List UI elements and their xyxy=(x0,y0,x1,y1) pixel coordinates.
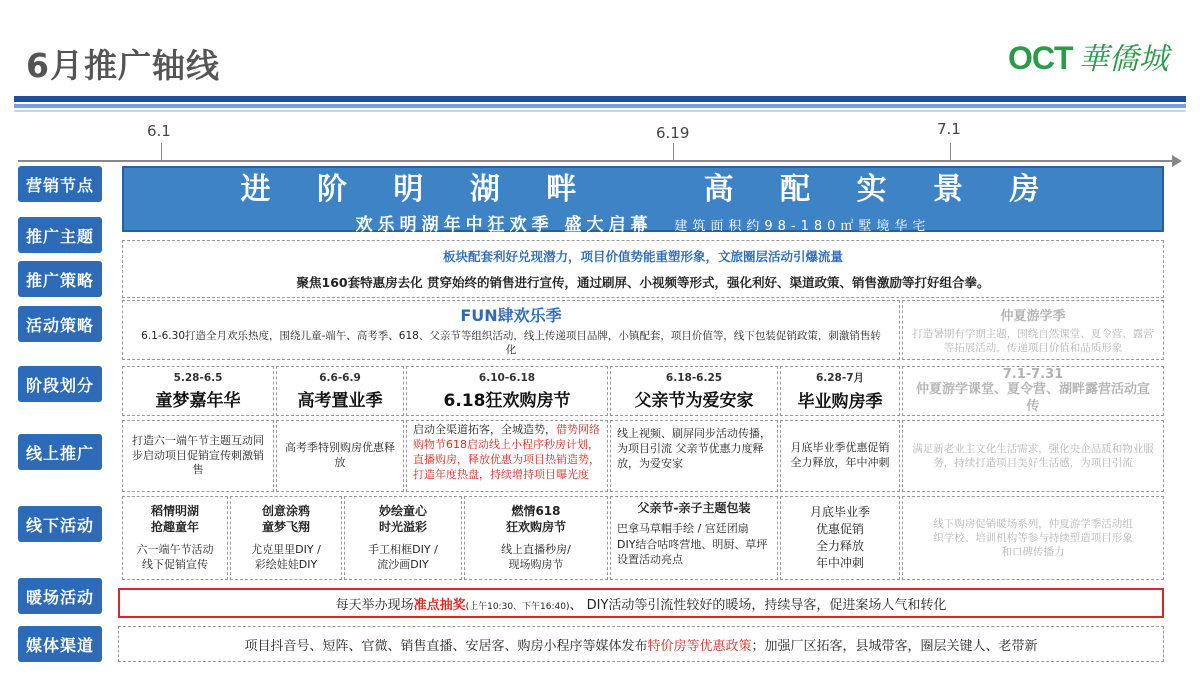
activity-main-box xyxy=(122,300,900,360)
banner-headline: 进 阶 明 湖 畔 高 配 实 景 房 xyxy=(240,171,1046,207)
tick-label: 7.1 xyxy=(937,120,961,138)
row-label-marketing-node: 营销节点 xyxy=(18,166,102,202)
timeline-axis xyxy=(18,160,1180,162)
phase-date: 5.28-6.5 xyxy=(173,371,223,384)
tick-label: 6.1 xyxy=(147,122,171,140)
warm-up-box xyxy=(118,588,1164,618)
media-highlight: 特价房等优惠政策 xyxy=(647,638,752,654)
row-label-phase: 阶段划分 xyxy=(18,366,102,402)
header-band xyxy=(14,96,1186,102)
header-band-light xyxy=(14,104,1186,108)
offline-head: 父亲节-亲子主题包装 xyxy=(637,501,751,515)
page-title: 6月推广轴线 xyxy=(26,46,220,85)
offline-head: 创意涂鸦 童梦飞翔 xyxy=(261,504,310,534)
online-cell xyxy=(406,420,608,492)
timeline-tick xyxy=(673,143,674,161)
row-label-activity-strategy: 活动策略 xyxy=(18,306,102,342)
banner-area-note: 建筑面积约98-180㎡墅境华宅 xyxy=(674,218,931,234)
activity-side-desc: 打造暑期有学期主题，围绕自然课堂、夏令营、露营等拓展活动，传递项目价值和品质形象 xyxy=(912,327,1154,354)
row-label-promotion-theme: 推广主题 xyxy=(18,217,102,253)
theme-strategy-box xyxy=(122,240,1164,298)
phase-box xyxy=(780,366,900,416)
logo-latin: OCT xyxy=(1008,40,1073,76)
oct-logo xyxy=(1008,34,1178,82)
offline-sub: 尤克里里DIY / 彩绘娃娃DIY xyxy=(251,543,321,571)
warm-highlight: 准点抽奖 xyxy=(413,597,466,613)
tick-label: 6.19 xyxy=(656,124,690,142)
offline-head: 妙绘童心 时光溢彩 xyxy=(378,504,427,534)
marketing-banner xyxy=(122,166,1164,235)
row-label-offline: 线下活动 xyxy=(18,506,102,542)
phase-name: 高考置业季 xyxy=(297,390,383,411)
offline-cell xyxy=(122,496,228,580)
warm-text: 每天举办现场 xyxy=(335,597,414,613)
phase-name: 毕业购房季 xyxy=(797,392,883,412)
phase-box xyxy=(902,366,1164,416)
banner-subline: 欢乐明湖年中狂欢季 盛大启幕 xyxy=(355,214,653,235)
activity-side-box xyxy=(902,300,1164,360)
warm-text-post: 、 DIY活动等引流性较好的暖场，持续导客，促进案场人气和转化 xyxy=(569,597,947,613)
phase-name: 仲夏游学课堂、夏令营、湖畔露营活动宣传 xyxy=(915,381,1150,414)
offline-cell xyxy=(344,496,462,580)
phase-box xyxy=(406,366,608,416)
logo-chinese: 華僑城 xyxy=(1078,42,1169,77)
media-box xyxy=(118,626,1164,662)
offline-cell xyxy=(610,496,778,580)
online-cell-highlight: 借势网络购物节618启动线上小程序秒房计划，直播购房，释放优惠为项目热销造势，打造年度热盘，持续增持项目曝光度 xyxy=(413,423,600,481)
online-cell: 月底毕业季优惠促销全力释放，年中冲刺 xyxy=(780,420,900,492)
phase-date: 7.1-7.31 xyxy=(1002,366,1064,382)
phase-box xyxy=(610,366,778,416)
offline-sub: 六一端午节活动 线下促销宣传 xyxy=(136,543,214,571)
offline-sub: 线上直播秒房/ 现场购房节 xyxy=(501,543,571,571)
offline-sub: 线下购房促销暖场系列，仲夏游学季活动组织学校、培训机构等参与持续塑造项目形象和口碑传播力 xyxy=(933,517,1133,559)
offline-cell xyxy=(902,496,1164,580)
phase-date: 6.10-6.18 xyxy=(478,371,536,384)
timeline-tick xyxy=(161,143,162,161)
phase-box xyxy=(122,366,274,416)
phase-name: 父亲节为爱安家 xyxy=(634,390,754,411)
warm-time: (上午10:30、下午16:40) xyxy=(465,601,570,612)
offline-sub: 巴拿马草帽手绘 / 宫廷团扇 DIY结合咕咚营地、明厨、草坪设置活动亮点 xyxy=(617,521,768,567)
online-cell: 打造六一端午节主题互动同步启动项目促销宣传刺激销售 xyxy=(122,420,274,492)
offline-head: 月底毕业季 优惠促销 全力释放 年中冲刺 xyxy=(809,505,870,570)
row-label-media: 媒体渠道 xyxy=(18,626,102,662)
phase-box xyxy=(276,366,404,416)
offline-cell xyxy=(230,496,342,580)
media-text: 项目抖音号、短阵、官微、销售直播、安居客、购房小程序等媒体发布 xyxy=(244,638,648,654)
timeline-tick xyxy=(950,143,951,161)
offline-head: 燃情618 狂欢购房节 xyxy=(505,504,566,534)
online-cell-text: 启动全渠道拓客，全城造势， xyxy=(413,423,556,436)
row-label-warm-up: 暖场活动 xyxy=(18,578,102,614)
offline-cell xyxy=(780,496,900,580)
phase-date: 6.28-7月 xyxy=(815,372,865,384)
phase-name: 6.18狂欢购房节 xyxy=(443,390,571,411)
phase-date: 6.6-6.9 xyxy=(319,371,361,384)
theme-line: 板块配套利好兑现潜力，项目价值势能重塑形象，文旅圈层活动引爆流量 xyxy=(442,249,843,264)
offline-cell xyxy=(464,496,608,580)
timeline-arrow xyxy=(1172,155,1182,167)
online-cell: 满足新老业主文化生活需求，强化央企品质和物业服务，持续打造项目美好生活感，为项目引流 xyxy=(902,420,1164,492)
offline-head: 稻情明湖 抢趣童年 xyxy=(150,504,199,534)
online-cell: 线上视频、刷屏同步活动传播，为项目引流 父亲节优惠力度释放，为爱安家 xyxy=(610,420,778,492)
phase-date: 6.18-6.25 xyxy=(665,371,723,384)
media-text-post: ；加强厂区拓客，县城带客，圈层关键人、老带新 xyxy=(751,638,1038,654)
offline-sub: 手工相框DIY / 流沙画DIY xyxy=(368,543,438,571)
header-band-pale xyxy=(14,110,1186,112)
row-label-online: 线上推广 xyxy=(18,434,102,470)
activity-side-title: 仲夏游学季 xyxy=(1000,308,1066,324)
online-cell: 高考季特别购房优惠释放 xyxy=(276,420,404,492)
activity-main-title: FUN肆欢乐季 xyxy=(460,305,562,325)
strategy-line: 聚焦160套特惠房去化 贯穿始终的销售进行宣传，通过刷屏、小视频等形式，强化利好、渠道政策、销售激励等打好组合拳。 xyxy=(296,275,990,290)
row-label-promotion-strategy: 推广策略 xyxy=(18,261,102,297)
activity-main-desc: 6.1-6.30打造全月欢乐热度，围绕儿童-端午、高考季、618、父亲节等组织活动，线上传递项目品牌，小镇配套，项目价值等，线下包装促销政策，刺激销售转化 xyxy=(141,329,881,356)
phase-name: 童梦嘉年华 xyxy=(155,390,241,411)
